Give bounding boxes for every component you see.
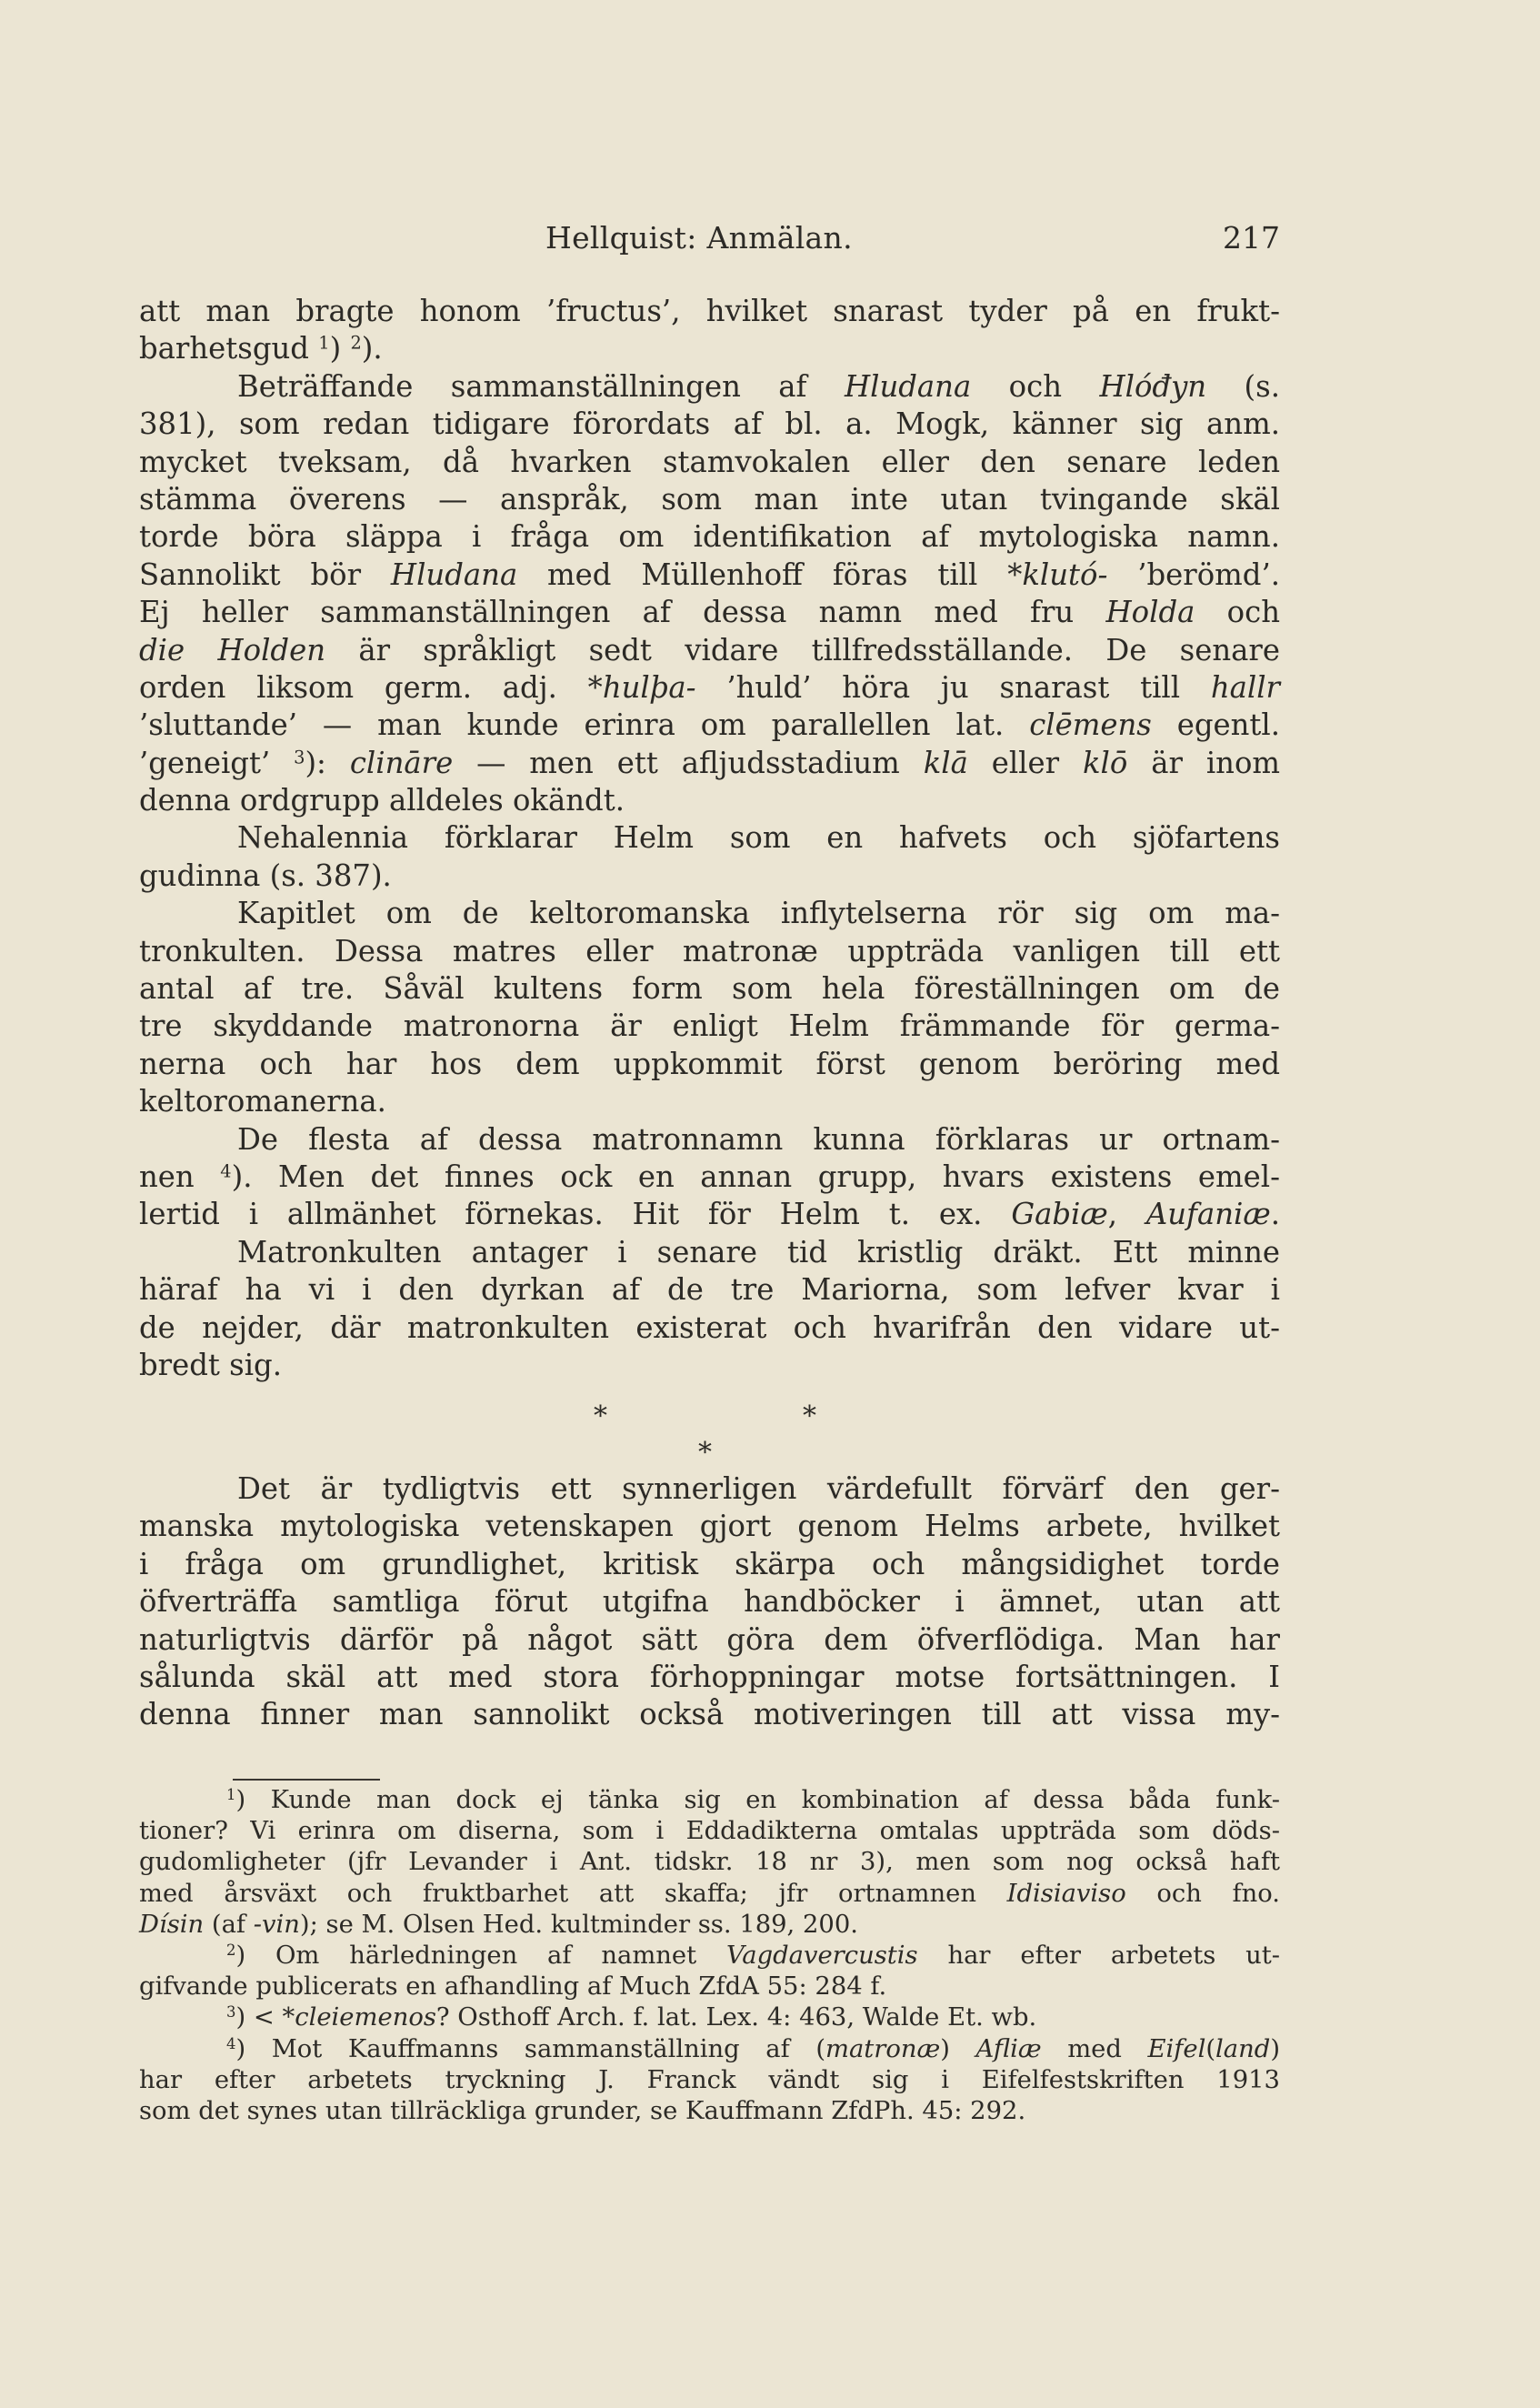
footnotes [139,1785,1280,2127]
text-line: bredt sig. [139,1347,282,1382]
footnote-line: gudomligheter (jfr Levander i Ant. tidskr. 18 nr 3), men som nog också haft [139,1848,1280,1877]
footnote-line: med årsväxt och fruktbarhet att skaffa; jfr ortnamnen Idisiaviso och fno. [139,1879,1281,1908]
page-number: 217 [1223,220,1280,256]
text-line: Det är tydligtvis ett synnerligen värdefullt förvärf den ger- [237,1471,1280,1506]
text-line: antal af tre. Såväl kultens form som hela föreställningen om de [139,971,1280,1007]
text-line: tronkulten. Dessa matres eller matronæ uppträda vanligen till ett [139,933,1280,968]
text-line: barhetsgud $^1$) $^2$). [139,331,383,366]
text-line: keltoromanerna. [139,1084,386,1119]
text-line: denna finner man sannolikt också motiveringen till att vissa my- [139,1697,1280,1732]
text-line: tre skyddande matronorna är enligt Helm främmande för germa- [139,1008,1280,1044]
text-line: i fråga om grundlighet, kritisk skärpa och mångsidighet torde [139,1546,1280,1581]
footnote-line: $^3$) < *cleiemenos? Osthoff Arch. f. lat. Lex. 4: 463, Walde Et. wb. [226,2003,1037,2032]
footnote-line: $^1$) Kunde man dock ej tänka sig en kombination af dessa båda funk- [226,1785,1280,1814]
text-line: ’geneigt’ $^3$): clināre — men ett afljudsstadium klā eller klō är inom [139,745,1281,780]
text-line: de nejder, där matronkulten existerat och hvarifrån den vidare ut- [139,1309,1280,1345]
running-title: Hellquist: Anmälan. [545,220,853,256]
footnote-line: har efter arbetets tryckning J. Franck vändt sig i Eifelfestskriften 1913 [139,2065,1280,2094]
text-line: gudinna (s. 387). [139,858,392,893]
footnote-line: tioner? Vi erinra om diserna, som i Eddadikterna omtalas uppträda som döds- [139,1817,1280,1846]
separator-star: * [698,1437,712,1469]
text-line: ’sluttande’ — man kunde erinra om parallellen lat. clēmens egentl. [139,707,1280,743]
separator-star: * [594,1400,607,1432]
text-line: naturligtvis därför på något sätt göra dem öfverflödiga. Man har [139,1621,1280,1657]
text-line: lertid i allmänhet förnekas. Hit för Helm t. ex. Gabiæ, Aufaniæ. [139,1197,1280,1232]
footnote-line: $^4$) Mot Kauffmanns sammanställning af (matronæ) Afliæ med Eifel(land) [226,2034,1280,2063]
text-line: Matronkulten antager i senare tid kristlig dräkt. Ett minne [237,1234,1280,1269]
text-line: sålunda skäl att med stora förhoppningar motse fortsättningen. I [139,1659,1280,1694]
text-line: denna ordgrupp alldeles okändt. [139,783,625,818]
text-line: Sannolikt bör Hludana med Müllenhoff föras till *klutó- ’berömd’. [139,557,1281,592]
text-line: torde böra släppa i fråga om identifikation af mytologiska namn. [139,519,1280,555]
text-line: 381), som redan tidigare förordats af bl. a. Mogk, känner sig anm. [139,406,1280,442]
text-line: die Holden är språkligt sedt vidare tillfredsställande. De senare [139,632,1280,667]
footnote-line: som det synes utan tillräckliga grunder, se Kauffmann ZfdPh. 45: 292. [139,2096,1026,2125]
text-line: Beträffande sammanställningen af Hludana och Hlóđyn (s. [237,368,1281,404]
text-line: nerna och har hos dem uppkommit först genom beröring med [139,1046,1280,1081]
main-text [139,293,1280,1384]
footnote-line: Dísin (af -vin); se M. Olsen Hed. kultminder ss. 189, 200. [139,1910,858,1939]
footnote-line: $^2$) Om härledningen af namnet Vagdavercustis har efter arbetets ut- [226,1941,1280,1970]
text-line: De flesta af dessa matronnamn kunna förklaras ur ortnam- [237,1121,1280,1157]
text-line: häraf ha vi i den dyrkan af de tre Mariorna, som lefver kvar i [139,1272,1280,1308]
text-line: att man bragte honom ’fructus’, hvilket snarast tyder på en frukt- [139,294,1280,328]
text-line: manska mytologiska vetenskapen gjort genom Helms arbete, hvilket [139,1509,1280,1544]
text-line: nen $^4$). Men det finnes ock en annan grupp, hvars existens emel- [139,1159,1280,1194]
main-text-continued [139,1470,1280,1734]
footnote-line: gifvande publicerats en afhandling af Much ZfdA 55: 284 f. [139,1972,887,2002]
text-line: mycket tveksam, då hvarken stamvokalen eller den senare leden [139,444,1280,479]
text-line: Kapitlet om de keltoromanska inflytelserna rör sig om ma- [237,896,1280,931]
text-line: Ej heller sammanställningen af dessa namn med fru Holda och [139,595,1280,630]
text-line: orden liksom germ. adj. *hulþa- ’huld’ höra ju snarast till hallr [139,669,1280,705]
text-line: Nehalennia förklarar Helm som en hafvets och sjöfartens [237,820,1280,856]
page-header [545,220,1280,256]
footnote-rule [233,1779,380,1781]
separator-star: * [803,1400,816,1432]
text-line: stämma överens — anspråk, som man inte utan tvingande skäl [139,481,1280,517]
text-line: öfverträffa samtliga förut utgifna handböcker i ämnet, utan att [139,1584,1280,1620]
